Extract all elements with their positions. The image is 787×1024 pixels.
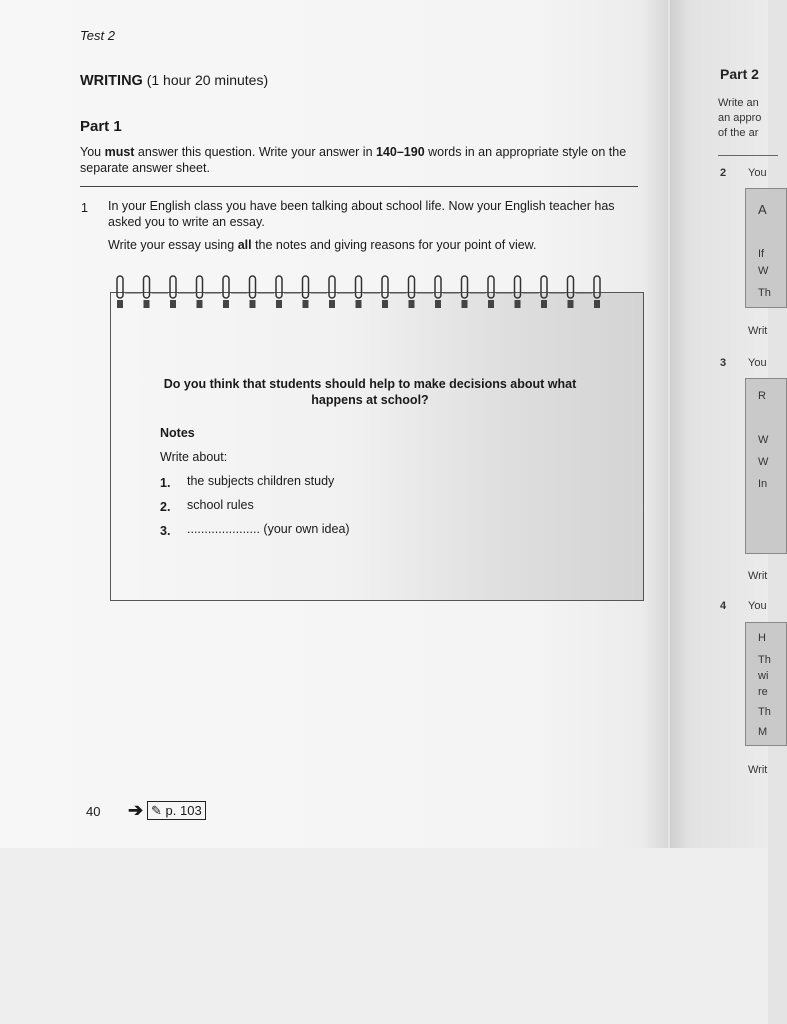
notebook-card bbox=[110, 292, 644, 601]
right-text-fragment: W bbox=[758, 265, 769, 277]
list-item: 3. ..................... (your own idea) bbox=[160, 522, 350, 538]
spiral-binding-icon bbox=[110, 272, 642, 312]
section-title: WRITING bbox=[80, 73, 143, 89]
essay-prompt: Do you think that students should help to make decisions about what happens at school? bbox=[163, 377, 577, 407]
right-text-fragment: In bbox=[758, 478, 768, 490]
right-text-fragment: of the ar bbox=[718, 127, 759, 139]
right-text-fragment: re bbox=[758, 686, 768, 698]
write-about-label: Write about: bbox=[160, 450, 228, 464]
notes-heading: Notes bbox=[160, 426, 195, 440]
list-item: 2. school rules bbox=[160, 498, 254, 514]
right-question-number: 3 bbox=[720, 357, 727, 369]
page-reference-text: p. 103 bbox=[165, 803, 202, 818]
running-header: Test 2 bbox=[80, 28, 115, 43]
question-number: 1 bbox=[81, 201, 88, 215]
right-text-fragment: You bbox=[748, 167, 767, 179]
section-duration: (1 hour 20 minutes) bbox=[146, 72, 269, 88]
right-text-fragment: H bbox=[758, 632, 766, 644]
right-question-number: 2 bbox=[720, 167, 727, 179]
right-text-fragment: M bbox=[758, 726, 768, 738]
right-text-fragment: A bbox=[758, 202, 767, 217]
question-text: In your English class you have been talking about school life. Now your English teacher has asked you to write an essay. bbox=[108, 199, 615, 229]
right-text-fragment: Th bbox=[758, 654, 771, 666]
divider-rule bbox=[80, 186, 638, 187]
page-reference bbox=[147, 801, 206, 820]
right-text-fragment: Writ bbox=[748, 764, 768, 776]
right-divider-rule bbox=[718, 155, 778, 156]
question-instruction: Write your essay using all the notes and giving reasons for your point of view. bbox=[108, 238, 537, 252]
right-text-fragment: W bbox=[758, 456, 769, 468]
instruction-text: You must answer this question. Write your answer in 140–190 words in an appropriate style on the separate answer sheet. bbox=[80, 145, 627, 175]
part-title: Part 1 bbox=[80, 118, 122, 135]
right-text-fragment: Th bbox=[758, 287, 771, 299]
right-part-title: Part 2 bbox=[720, 66, 759, 82]
right-text-fragment: Write an bbox=[718, 97, 759, 109]
right-text-fragment: You bbox=[748, 357, 767, 369]
arrow-right-icon: ➔ bbox=[128, 800, 144, 820]
right-text-fragment: You bbox=[748, 600, 767, 612]
right-question-number: 4 bbox=[720, 600, 727, 612]
pencil-icon: ✎ bbox=[151, 803, 162, 818]
list-item: 1. the subjects children study bbox=[160, 474, 335, 490]
right-text-fragment: R bbox=[758, 390, 766, 402]
right-text-fragment: wi bbox=[758, 670, 769, 682]
scanner-background bbox=[0, 848, 768, 1024]
page-number: 40 bbox=[86, 804, 101, 819]
right-text-fragment: Writ bbox=[748, 325, 768, 337]
right-text-fragment: Writ bbox=[748, 570, 768, 582]
right-text-fragment: If bbox=[758, 248, 765, 260]
section-heading bbox=[80, 72, 268, 89]
right-page bbox=[670, 0, 771, 848]
right-text-fragment: an appro bbox=[718, 112, 762, 124]
right-text-fragment: W bbox=[758, 434, 769, 446]
right-text-fragment: Th bbox=[758, 706, 771, 718]
